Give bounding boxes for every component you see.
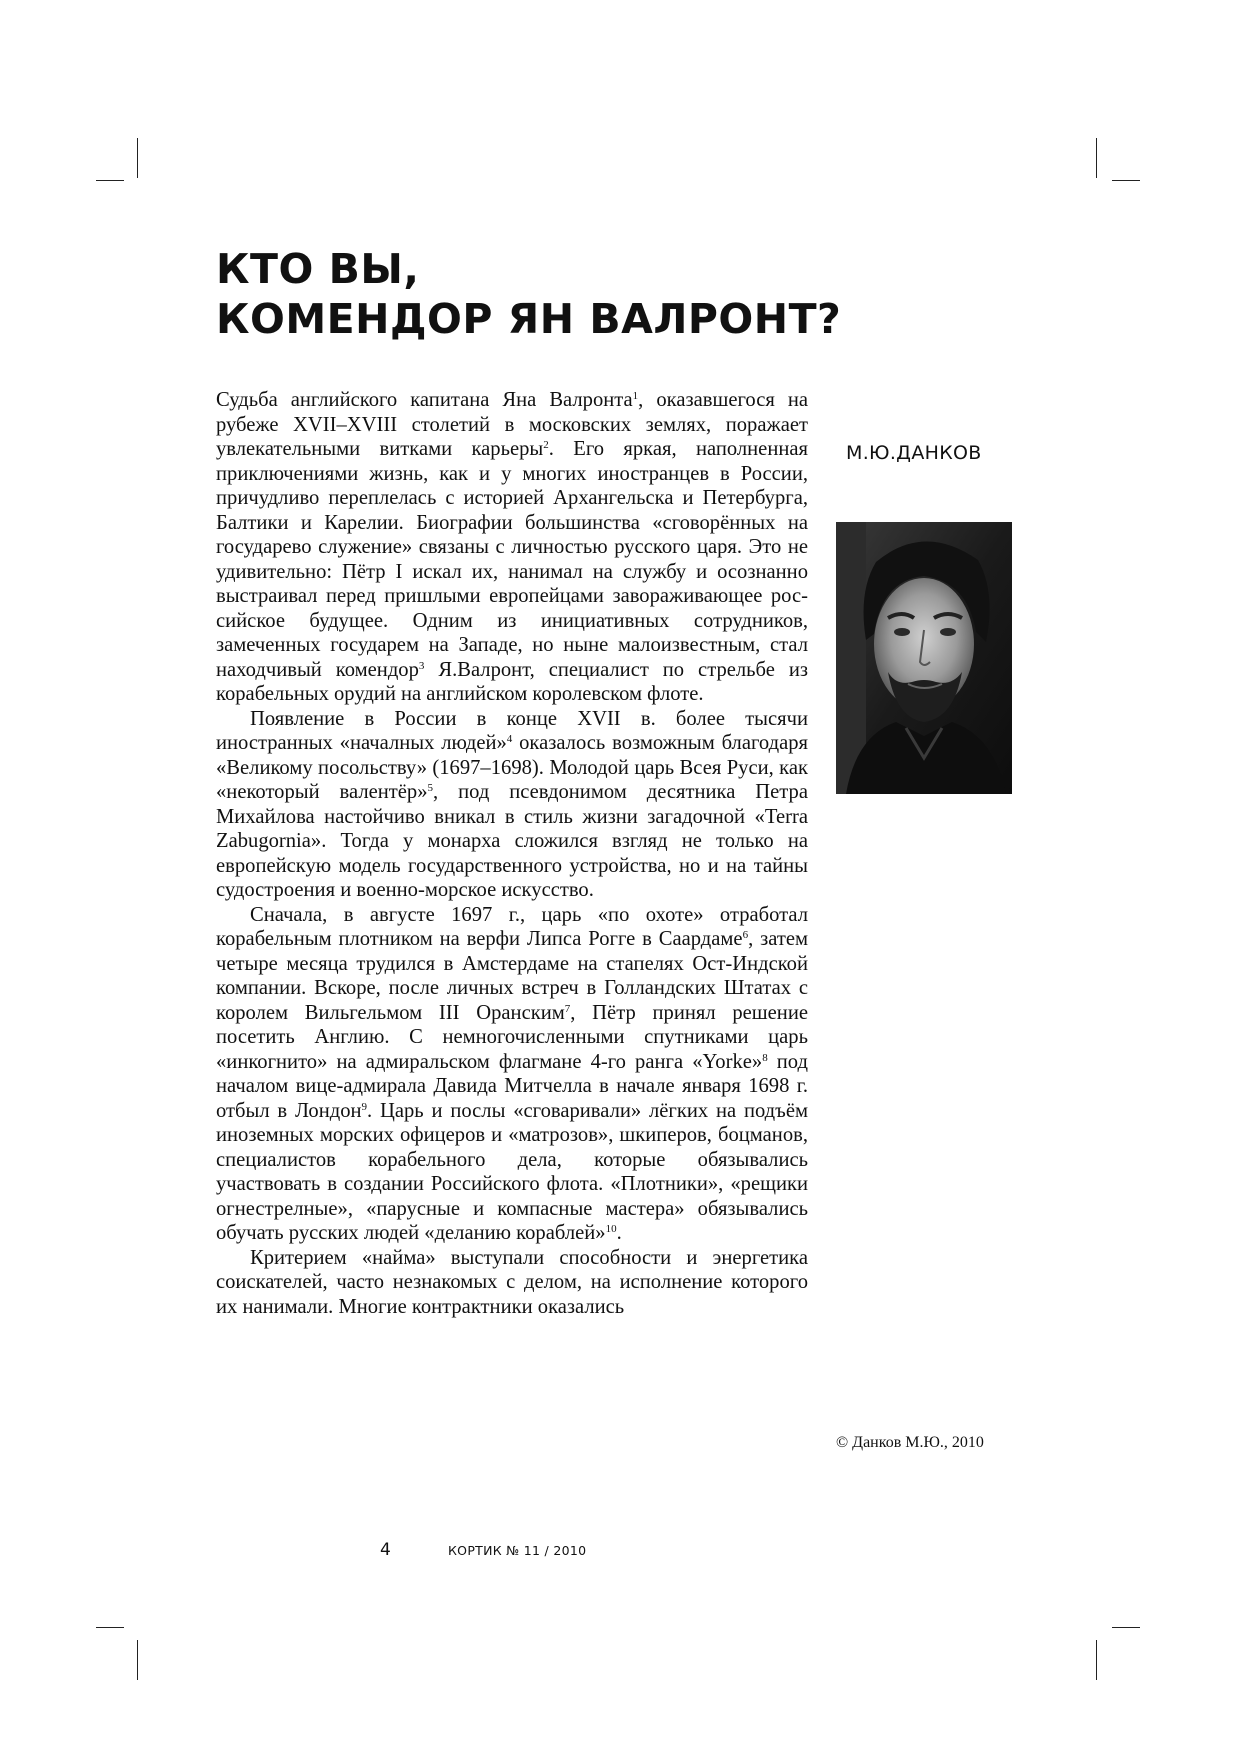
crop-mark-bottom-left-horizontal <box>96 1627 124 1628</box>
text: , оказавшегося на рубеже XVII–XVIII столетий в московских землях, поражает увлекательными витками карьеры <box>216 389 808 460</box>
footnote-ref-4[interactable]: 4 <box>506 733 513 745</box>
footnote-ref-5[interactable]: 5 <box>427 782 434 794</box>
journal-issue: КОРТИК № 11 / 2010 <box>448 1543 587 1558</box>
text: . Царь и послы «сговаривали» лёгких на подъём иноземных морских офицеров и «матрозов», шкиперов, боцманов, специалистов корабельного дела, которые обязывались участвовать в создании Российского флота. «Плотники», «рещики огнестрелные», «парусные и компасные мастера» обязывались обучать русских людей «деланию кораблей» <box>216 1099 808 1244</box>
crop-mark-bottom-right-horizontal <box>1112 1627 1140 1628</box>
text: , Пётр принял решение посетить Англию. С немногочисленными спутниками царь «инкогнито» на адмиральском флагмане 4-го ранга «Yorke» <box>216 1001 808 1073</box>
footnote-ref-1[interactable]: 1 <box>632 390 639 402</box>
article-title <box>216 244 856 344</box>
text: Я.Валронт, специалист по стрельбе из корабельных орудий на английском королевском флоте. <box>216 658 808 705</box>
paragraph-1 <box>216 388 808 707</box>
article-body <box>216 388 808 1319</box>
footnote-ref-2[interactable]: 2 <box>543 439 549 451</box>
page-number: 4 <box>380 1540 391 1560</box>
text: под началом вице-адмирала Давида Митчелла в начале января 1698 г. отбыл в Лондон <box>216 1050 808 1122</box>
text: Судьба английского капитана Яна Валронта <box>216 389 633 411</box>
text: Критерием «найма» выступали способности и энергетика соискателей, часто незнакомых с делом, на исполнение которого их нанимали. Многие контрактники оказались <box>216 1246 808 1318</box>
paragraph-3 <box>216 903 808 1246</box>
text: , под псевдонимом десятника Петра Михайлова настойчиво вникал в стиль жизни загадочной «Terra Zabugornia». Тогда у монарха сложился взгляд не только на европейскую модель государственного устройства, но и на тайны судостроения и военно-морское искусство. <box>216 781 808 901</box>
crop-mark-bottom-left-vertical <box>137 1640 138 1680</box>
author-photo <box>836 522 1012 794</box>
footnote-ref-8[interactable]: 8 <box>762 1051 768 1064</box>
crop-mark-bottom-right-vertical <box>1096 1640 1097 1680</box>
paragraph-2 <box>216 707 808 903</box>
footnote-ref-6[interactable]: 6 <box>742 929 749 941</box>
footnote-ref-7[interactable]: 7 <box>564 1002 571 1015</box>
text: Сначала, в августе 1697 г., царь «по охоте» отработал корабельным плотником на верфи Липса Рогге в Саардаме <box>216 903 808 950</box>
crop-mark-top-right-vertical <box>1096 138 1097 178</box>
text: . Его яркая, наполненная приключениями жизнь, как и у многих иностранцев в России, причудливо переплелась с историей Архангельска и Петербурга, Балтики и Карелии. Биографии большинства «сговорённых на государево служение» связаны с личностью русского царя. Это не удивительно: Пётр I искал их, нанимал на службу и осознанно выстраивал перед пришлыми европейцами завораживающее российское будущее. Одним из инициативных сотрудников, замеченных государем на Западе, но ныне малоизвестным, стал находчивый комендор <box>216 438 808 681</box>
text: , затем четыре месяца трудился в Амстердаме на стапелях Ост-Индской компании. Вскоре, после личных встреч в Голландских Штатах с королем Вильгельмом III Оранским <box>216 928 809 1024</box>
author-name: М.Ю.ДАНКОВ <box>846 442 982 464</box>
crop-mark-top-right-horizontal <box>1112 180 1140 181</box>
text: Появление в России в конце XVII в. более тысячи иностранных «началных людей» <box>216 707 808 754</box>
text: . <box>616 1222 622 1244</box>
title-line-1: КТО ВЫ, <box>216 245 420 293</box>
text: оказалось возможным благодаря «Великому посольству» (1697–1698). Молодой царь Всея Руси, как «некоторый валентёр» <box>216 732 808 803</box>
copyright-notice: © Данков М.Ю., 2010 <box>836 1434 984 1451</box>
crop-mark-top-left-horizontal <box>96 180 124 181</box>
crop-mark-top-left-vertical <box>137 138 138 178</box>
footnote-ref-9[interactable]: 9 <box>361 1100 368 1113</box>
title-line-2: КОМЕНДОР ЯН ВАЛРОНТ? <box>216 295 842 343</box>
author-portrait-image <box>836 522 1012 794</box>
footnote-ref-3[interactable]: 3 <box>418 659 425 672</box>
page-footer <box>380 1540 680 1564</box>
paragraph-4 <box>216 1246 808 1320</box>
footnote-ref-10[interactable]: 10 <box>605 1223 617 1235</box>
